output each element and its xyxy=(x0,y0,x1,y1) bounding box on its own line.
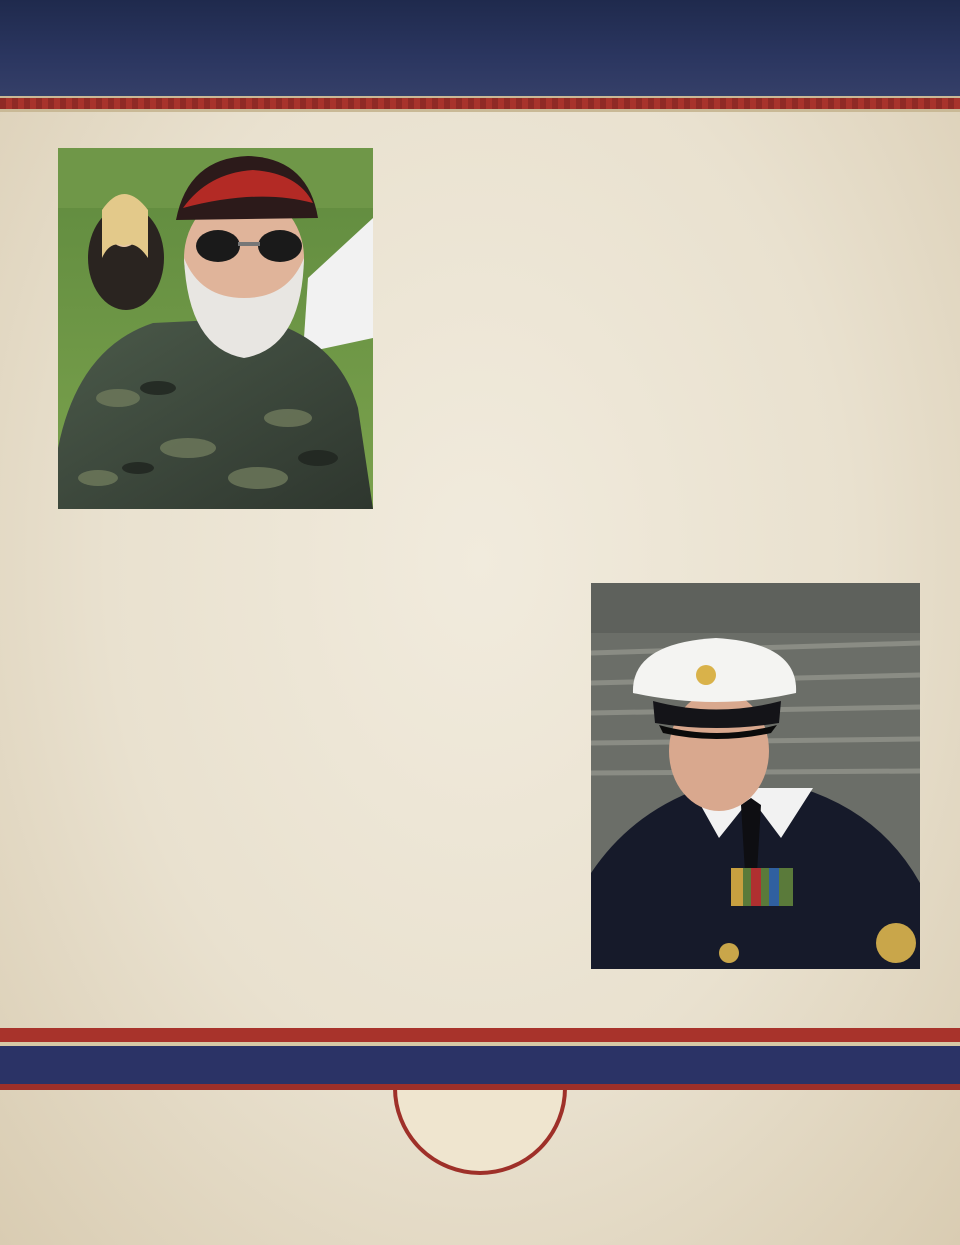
top-stars xyxy=(0,0,960,100)
bottom-sunburst-banner xyxy=(0,1028,960,1245)
todd-sharbutt-photo xyxy=(591,583,920,969)
top-star-banner xyxy=(0,0,960,104)
top-red-stripe xyxy=(0,96,960,112)
dana-stobin-photo xyxy=(58,148,373,509)
page-footer xyxy=(916,1208,922,1223)
